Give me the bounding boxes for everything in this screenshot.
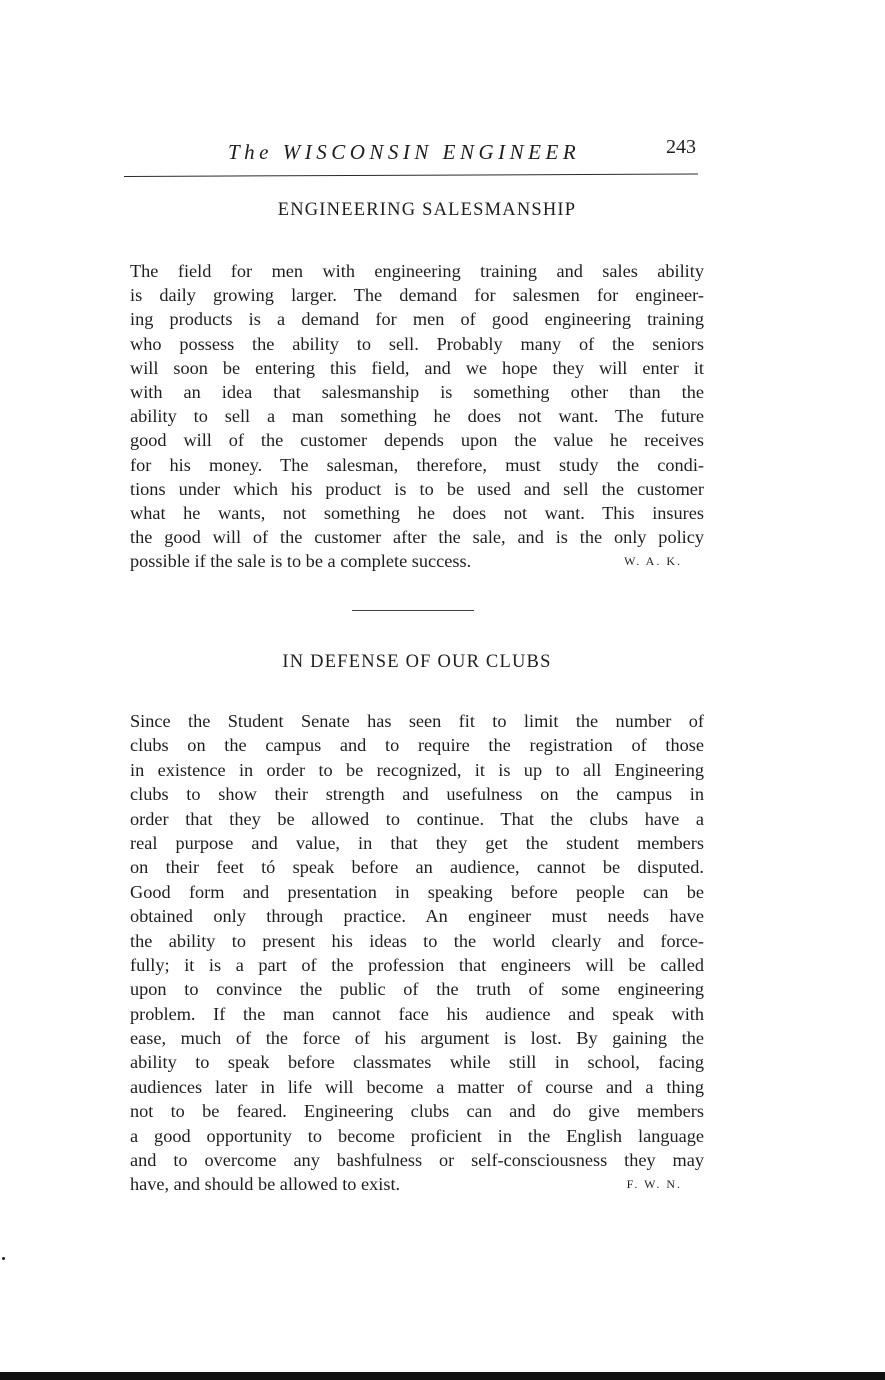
text-line-last xyxy=(130,549,704,573)
header-rule xyxy=(124,173,698,177)
text-line: The field for men with engineering training and sales ability xyxy=(130,261,704,281)
text-line: Since the Student Senate has seen fit to limit the number of xyxy=(130,711,704,731)
article-title: IN DEFENSE OF OUR CLUBS xyxy=(282,652,552,672)
text-line: order that they be allowed to continue. That the clubs have a xyxy=(130,808,704,829)
text-line: Good form and presentation in speaking before people can be xyxy=(130,881,704,902)
text-line: with an idea that salesmanship is something other than the xyxy=(130,381,704,402)
page-number: 243 xyxy=(666,136,696,158)
text-line: clubs on the campus and to require the registration of those xyxy=(130,735,704,756)
text-line: problem. If the man cannot face his audience and speak with xyxy=(130,1003,704,1024)
article-title: ENGINEERING SALESMANSHIP xyxy=(277,200,577,220)
author-initials: F. W. N. xyxy=(626,1177,682,1192)
text-line: real purpose and value, in that they get the student members xyxy=(130,832,704,853)
text-line: ability to sell a man something he does not want. The future xyxy=(130,406,704,427)
text-line: for his money. The salesman, therefore, must study the condi- xyxy=(130,454,704,475)
text-line-content: have, and should be allowed to exist. xyxy=(130,1174,401,1195)
text-line: on their feet tó speak before an audience, cannot be disputed. xyxy=(130,857,704,878)
text-line: in existence in order to be recognized, it is up to all Engineering xyxy=(130,759,704,780)
text-line: upon to convince the public of the truth of some engineering xyxy=(130,979,704,1000)
text-line: audiences later in life will become a matter of course and a thing xyxy=(130,1076,704,1097)
text-line: what he wants, not something he does not want. This insures xyxy=(130,502,704,523)
text-line: fully; it is a part of the profession that engineers will be called xyxy=(130,954,704,975)
text-line: ease, much of the force of his argument is lost. By gaining the xyxy=(130,1028,704,1049)
article-body xyxy=(130,259,704,573)
text-line: will soon be entering this field, and we hope they will enter it xyxy=(130,357,704,378)
article-engineering-salesmanship xyxy=(130,200,704,573)
text-line: the ability to present his ideas to the world clearly and force- xyxy=(130,930,704,951)
scan-speck xyxy=(2,1257,5,1260)
text-line-content: possible if the sale is to be a complete success. xyxy=(130,551,472,572)
text-line: tions under which his product is to be used and sell the customer xyxy=(130,478,704,499)
text-line: good will of the customer depends upon the value he receives xyxy=(130,430,704,451)
text-line: the good will of the customer after the sale, and is the only policy xyxy=(130,527,704,548)
text-line: and to overcome any bashfulness or self-consciousness they may xyxy=(130,1150,704,1171)
section-separator xyxy=(352,610,474,611)
text-line: ability to speak before classmates while still in school, facing xyxy=(130,1052,704,1073)
text-line: who possess the ability to sell. Probably many of the seniors xyxy=(130,333,704,354)
text-line: a good opportunity to become proficient in the English language xyxy=(130,1125,704,1146)
text-line: ing products is a demand for men of good engineering training xyxy=(130,309,704,330)
author-initials: W. A. K. xyxy=(624,554,682,569)
journal-title: The WISCONSIN ENGINEER xyxy=(228,140,581,164)
text-line: not to be feared. Engineering clubs can and do give members xyxy=(130,1101,704,1122)
text-line: clubs to show their strength and usefulness on the campus in xyxy=(130,784,704,805)
text-line: obtained only through practice. An engineer must needs have xyxy=(130,906,704,927)
text-line-last xyxy=(130,1172,704,1196)
running-head xyxy=(124,136,698,170)
article-body xyxy=(130,709,704,1197)
article-in-defense-of-our-clubs xyxy=(130,652,704,1197)
scan-bottom-edge xyxy=(0,1372,885,1380)
text-line: is daily growing larger. The demand for salesmen for engineer- xyxy=(130,285,704,306)
